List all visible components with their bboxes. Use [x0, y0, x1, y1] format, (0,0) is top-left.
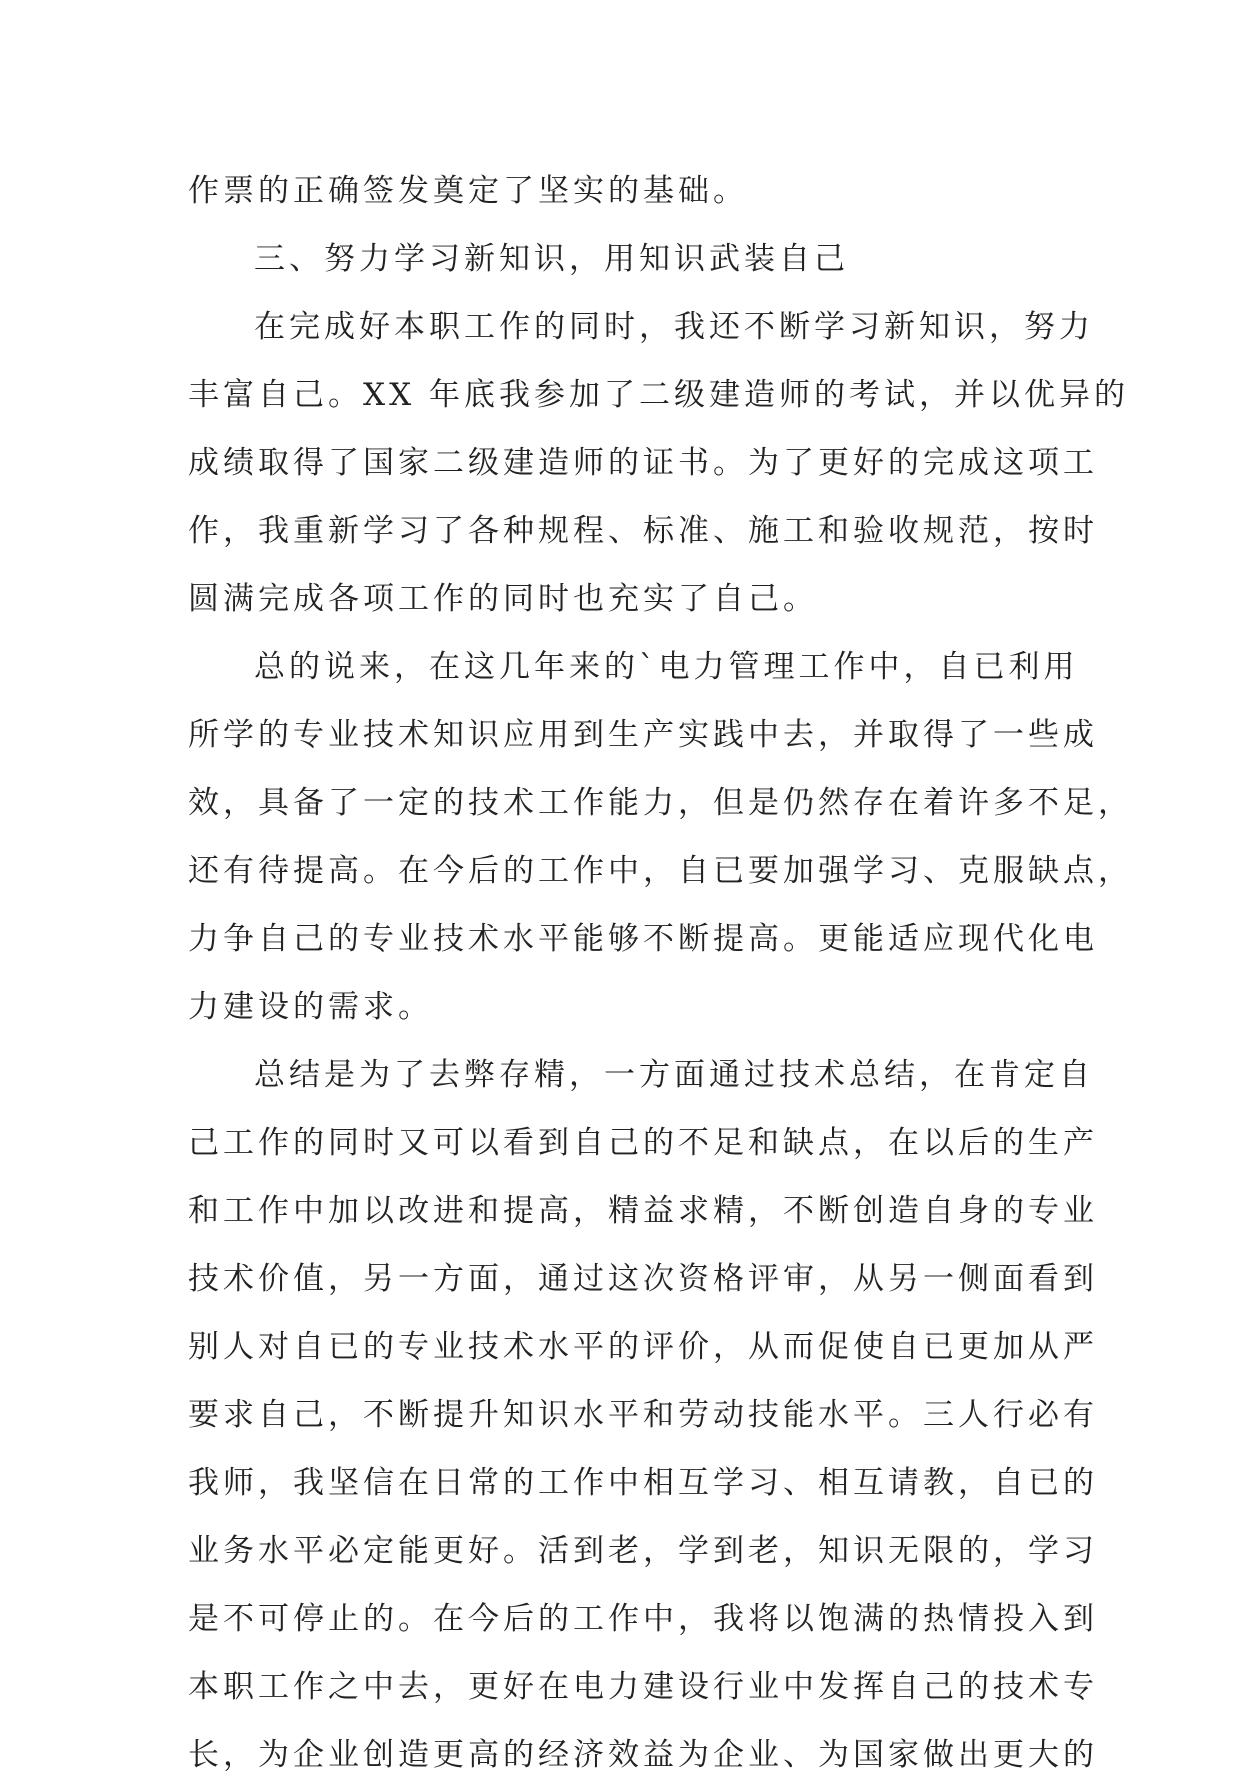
document-body [188, 157, 1133, 1789]
text-line: 别人对自已的专业技术水平的评价，从而促使自已更加从严 [188, 1329, 1098, 1365]
text-line: 是不可停止的。在今后的工作中，我将以饱满的热情投入到 [188, 1601, 1098, 1637]
text-line: 所学的专业技术知识应用到生产实践中去，并取得了一些成 [188, 717, 1098, 753]
text-line: 己工作的同时又可以看到自己的不足和缺点，在以后的生产 [188, 1125, 1098, 1161]
text-line: 力建设的需求。 [188, 989, 433, 1025]
section-heading: 三、努力学习新知识，用知识武装自己 [254, 241, 849, 277]
text-line: 业务水平必定能更好。活到老，学到老，知识无限的，学习 [188, 1533, 1098, 1569]
text-line: 作，我重新学习了各种规程、标准、施工和验收规范，按时 [188, 513, 1098, 549]
text-line: 还有待提高。在今后的工作中，自已要加强学习、克服缺点， [188, 853, 1133, 889]
text-line: 长，为企业创造更高的经济效益为企业、为国家做出更大的 [188, 1737, 1098, 1773]
text-line: 总的说来，在这几年来的`电力管理工作中，自已利用 [254, 649, 1079, 685]
text-line: 本职工作之中去，更好在电力建设行业中发挥自己的技术专 [188, 1669, 1098, 1705]
text-line: 我师，我坚信在日常的工作中相互学习、相互请教，自已的 [188, 1465, 1098, 1501]
text-line: 总结是为了去弊存精，一方面通过技术总结，在肯定自 [254, 1057, 1094, 1093]
text-line: 圆满完成各项工作的同时也充实了自己。 [188, 581, 818, 617]
text-line: 效，具备了一定的技术工作能力，但是仍然存在着许多不足， [188, 785, 1133, 821]
text-line: 作票的正确签发奠定了坚实的基础。 [188, 173, 748, 209]
text-line: 力争自己的专业技术水平能够不断提高。更能适应现代化电 [188, 921, 1098, 957]
text-line: 成绩取得了国家二级建造师的证书。为了更好的完成这项工 [188, 445, 1098, 481]
text-line: 要求自己，不断提升知识水平和劳动技能水平。三人行必有 [188, 1397, 1098, 1433]
text-line: 丰富自己。XX 年底我参加了二级建造师的考试，并以优异的 [188, 377, 1129, 413]
text-line: 技术价值，另一方面，通过这次资格评审，从另一侧面看到 [188, 1261, 1098, 1297]
text-line: 在完成好本职工作的同时，我还不断学习新知识，努力 [254, 309, 1094, 345]
text-line: 和工作中加以改进和提高，精益求精，不断创造自身的专业 [188, 1193, 1098, 1229]
